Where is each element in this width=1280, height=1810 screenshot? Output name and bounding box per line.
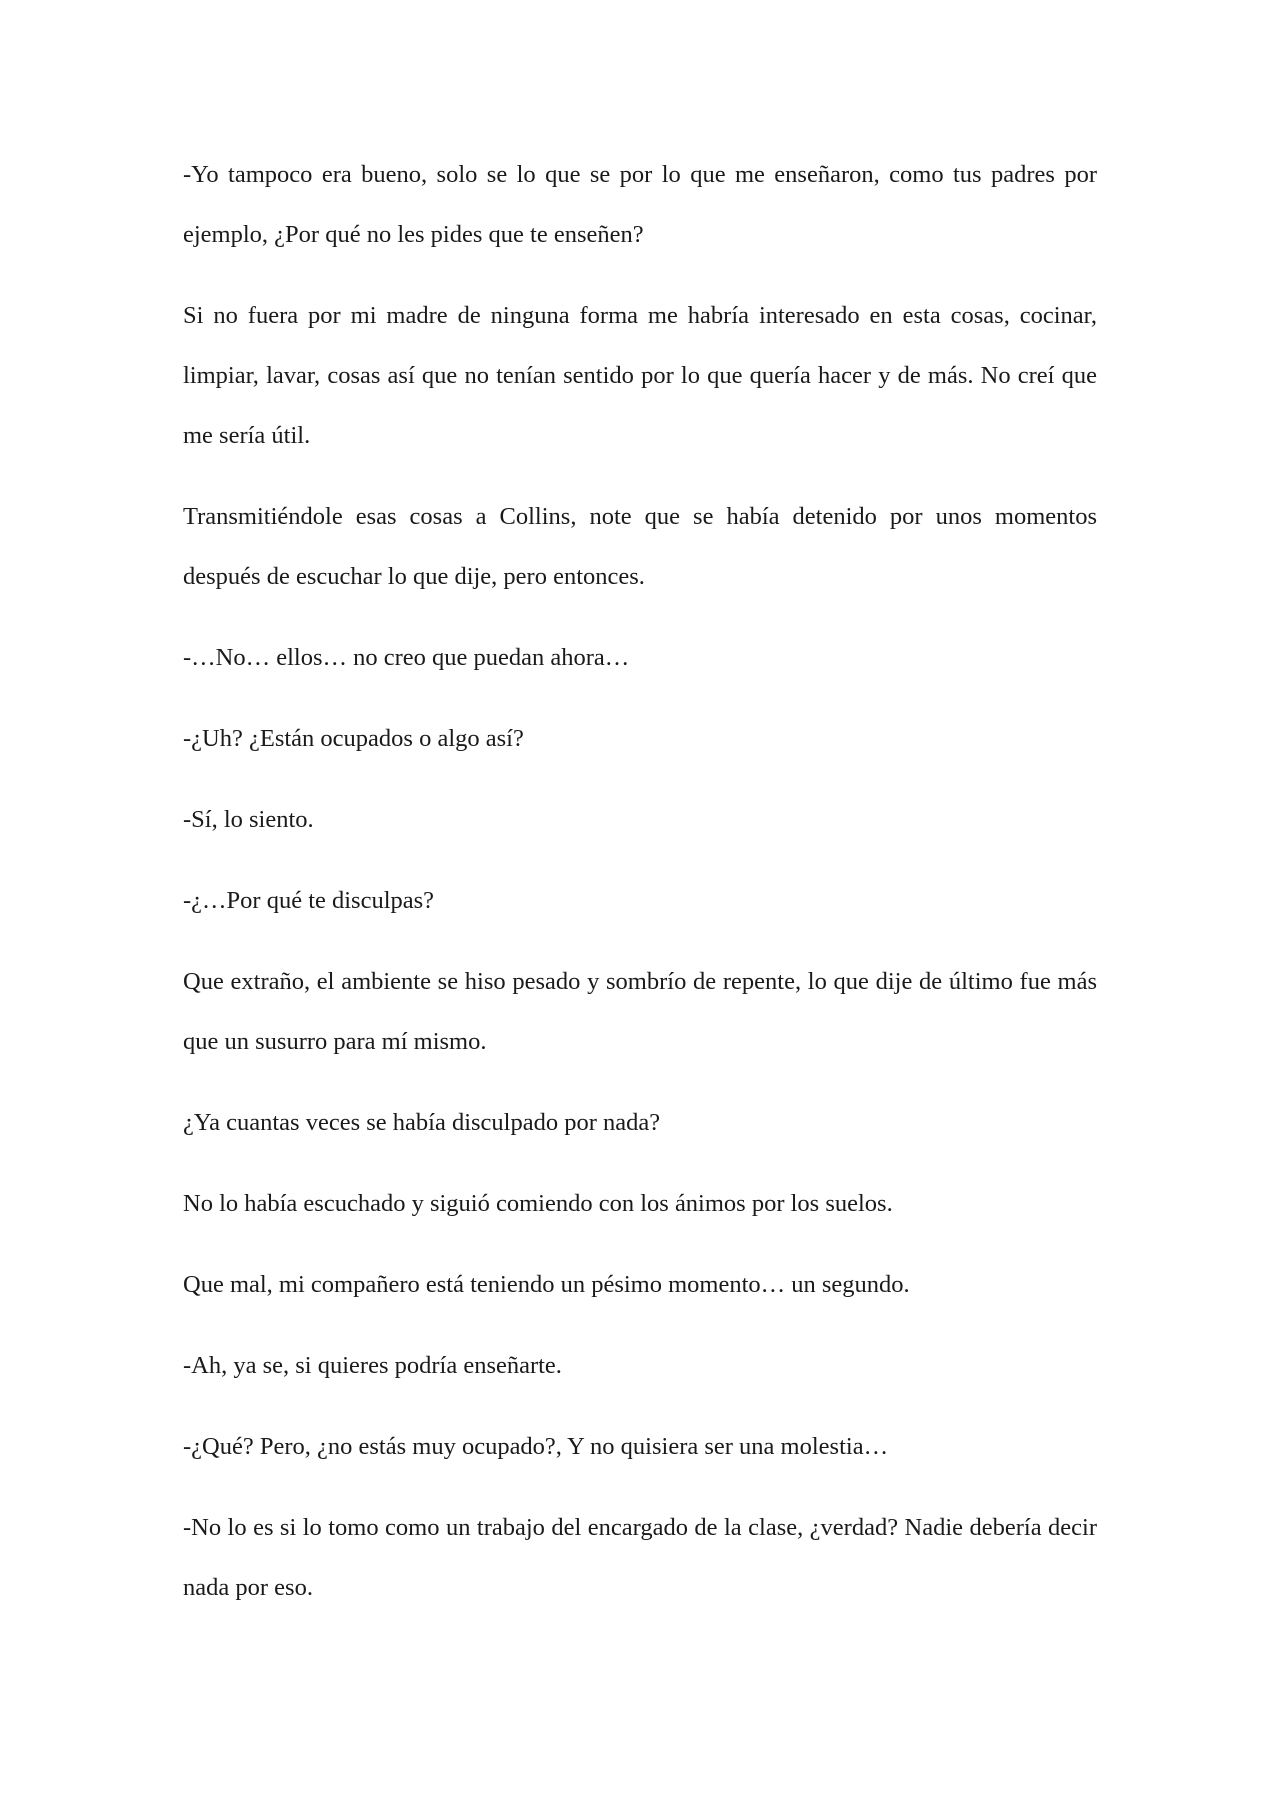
paragraph: Que mal, mi compañero está teniendo un pésimo momento… un segundo.: [183, 1271, 910, 1298]
paragraph: -Yo tampoco era bueno, solo se lo que se por lo que me enseñaron, como tus padres por ejemplo, ¿Por qué no les pides que te enseñen?: [183, 161, 1097, 248]
paragraph: -No lo es si lo tomo como un trabajo del encargado de la clase, ¿verdad? Nadie debería decir nada por eso.: [183, 1514, 1097, 1601]
paragraph: -…No… ellos… no creo que puedan ahora…: [183, 644, 630, 671]
paragraph: Que extraño, el ambiente se hiso pesado y sombrío de repente, lo que dije de último fue más que un susurro para mí mismo.: [183, 968, 1097, 1055]
paragraph: -Sí, lo siento.: [183, 806, 314, 833]
paragraph: Si no fuera por mi madre de ninguna forma me habría interesado en esta cosas, cocinar, limpiar, lavar, cosas así que no tenían sentido por lo que quería hacer y de más. No creí que me sería útil.: [183, 302, 1097, 449]
paragraph: -¿…Por qué te disculpas?: [183, 887, 435, 914]
paragraph: No lo había escuchado y siguió comiendo con los ánimos por los suelos.: [183, 1190, 893, 1217]
paragraph: -¿Uh? ¿Están ocupados o algo así?: [183, 725, 524, 752]
paragraph: ¿Ya cuantas veces se había disculpado por nada?: [183, 1109, 661, 1136]
document-body: [183, 145, 1097, 1639]
paragraph: Transmitiéndole esas cosas a Collins, note que se había detenido por unos momentos después de escuchar lo que dije, pero entonces.: [183, 503, 1097, 590]
paragraph: -Ah, ya se, si quieres podría enseñarte.: [183, 1352, 562, 1379]
paragraph: -¿Qué? Pero, ¿no estás muy ocupado?, Y no quisiera ser una molestia…: [183, 1433, 889, 1460]
